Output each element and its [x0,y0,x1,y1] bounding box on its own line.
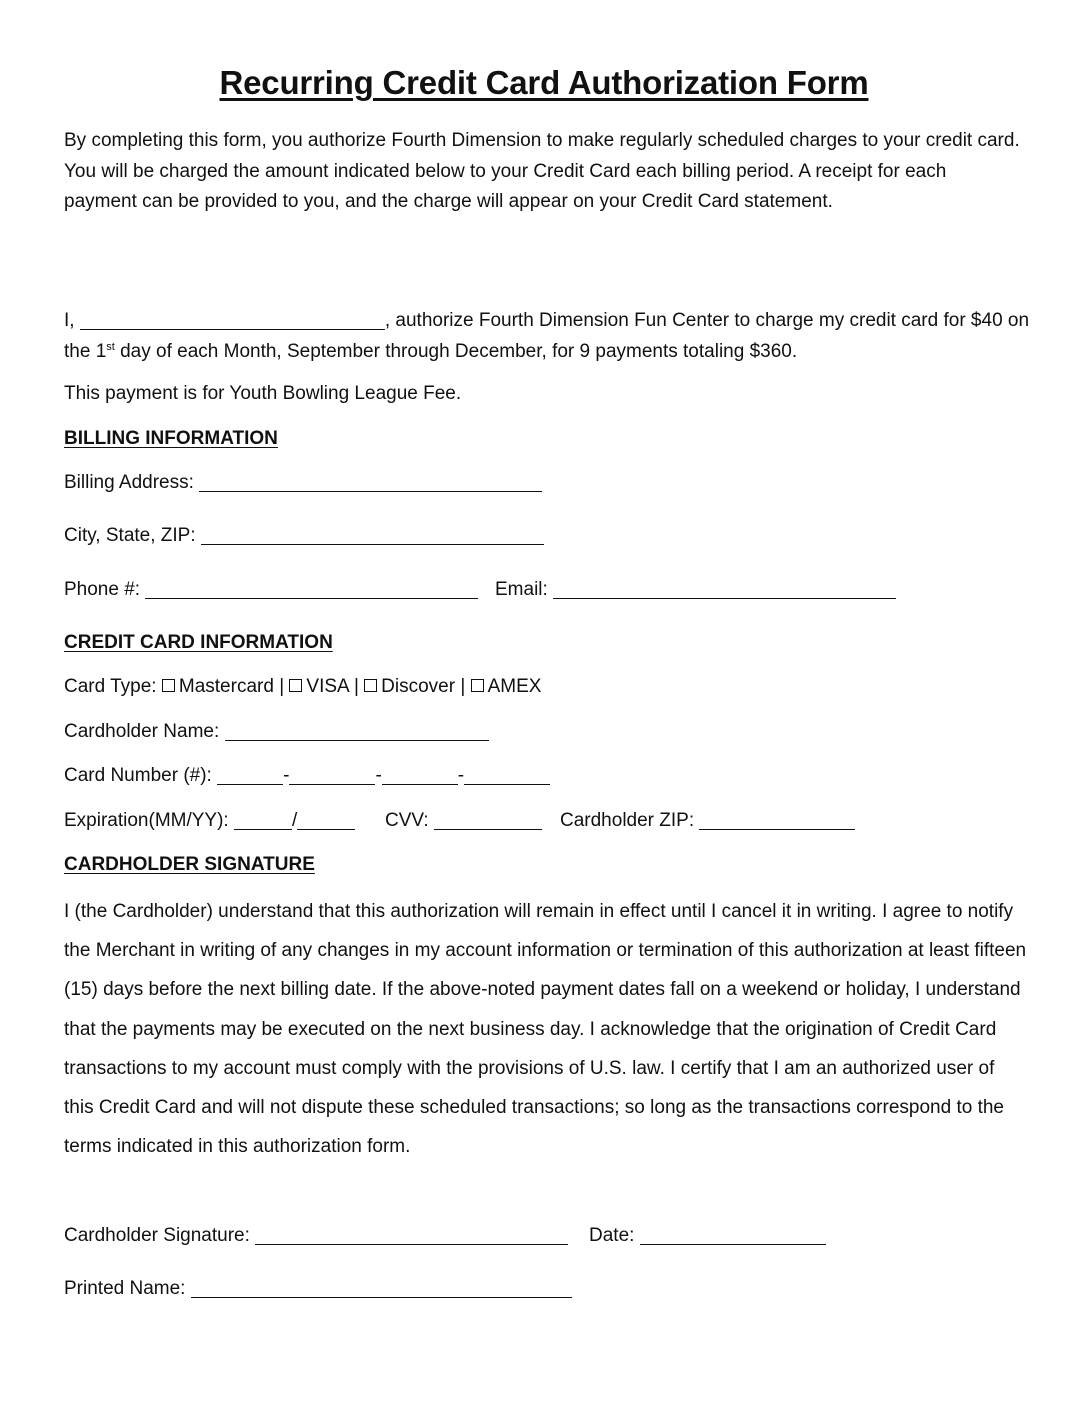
cardholder-signature-row [64,1225,568,1247]
date-row [589,1225,826,1247]
payment-purpose: This payment is for Youth Bowling League Fee. [64,383,462,404]
separator: | [353,676,359,697]
date-field[interactable] [640,1226,826,1245]
printed-name-row [64,1278,572,1300]
card-type-label: Card Type: [64,676,157,697]
slash: / [291,810,298,831]
discover-checkbox[interactable] [364,679,377,692]
separator: | [279,676,285,697]
signature-heading: CARDHOLDER SIGNATURE [64,854,315,875]
visa-label: VISA [306,676,349,697]
phone-field[interactable] [145,580,478,599]
billing-address-label: Billing Address: [64,472,194,493]
legal-paragraph: I (the Cardholder) understand that this authorization will remain in effect until I cancel it in writing. I agree to notify the Merchant in writing of any changes in my account information or termination of this authorization at least fifteen (15) days before the next billing date. If the above-noted payment dates fall on a weekend or holiday, I understand that the payments may be executed on the next business day. I acknowledge that the origination of Credit Card transactions to my account must comply with the provisions of U.S. law. I certify that I am an authorized user of this Credit Card and will not dispute these scheduled transactions; so long as the transactions correspond to the terms indicated in this authorization form. [64,901,1027,1158]
mastercard-checkbox[interactable] [162,679,175,692]
form-title: Recurring Credit Card Authorization Form [219,64,869,101]
cardholder-signature-label: Cardholder Signature: [64,1225,250,1246]
cardholder-zip-label: Cardholder ZIP: [560,810,695,831]
auth-prefix: I, [64,310,75,331]
billing-heading: BILLING INFORMATION [64,428,278,449]
amex-checkbox[interactable] [471,679,484,692]
card-number-row [64,765,550,787]
amex-label: AMEX [487,676,542,697]
visa-checkbox[interactable] [289,679,302,692]
dash: - [375,765,382,786]
cardholder-name-label: Cardholder Name: [64,721,220,742]
expiration-row [64,810,355,832]
separator: | [460,676,466,697]
printed-name-field[interactable] [191,1279,572,1298]
phone-label: Phone #: [64,579,141,600]
expiration-year-field[interactable] [297,811,355,830]
card-number-group-2[interactable] [289,766,375,785]
authorization-statement [64,306,1034,367]
card-type-row [64,676,541,698]
email-label: Email: [495,579,548,600]
cardholder-zip-field[interactable] [699,811,855,830]
cardholder-signature-field[interactable] [255,1226,568,1245]
cvv-field[interactable] [434,811,542,830]
printed-name-label: Printed Name: [64,1278,186,1299]
auth-superscript: st [106,340,115,353]
dash: - [283,765,290,786]
card-number-label: Card Number (#): [64,765,212,786]
billing-address-field[interactable] [199,473,542,492]
billing-address-row [64,472,542,494]
intro-paragraph: By completing this form, you authorize Fourth Dimension to make regularly scheduled charges to your credit card. You will be charged the amount indicated below to your Credit Card each billing period. A receipt for each payment can be provided to you, and the charge will appear on your Credit Card statement. [64,130,1020,212]
expiration-label: Expiration(MM/YY): [64,810,229,831]
cardholder-name-field[interactable] [225,722,489,741]
credit-card-heading: CREDIT CARD INFORMATION [64,632,333,653]
city-state-zip-row [64,525,544,547]
mastercard-label: Mastercard [178,676,274,697]
phone-row [64,579,478,601]
cardholder-zip-row [560,810,855,832]
cardholder-name-row [64,721,489,743]
auth-suffix: day of each Month, September through December, for 9 payments totaling $360. [114,340,798,362]
dash: - [457,765,465,786]
date-label: Date: [589,1225,635,1246]
city-state-zip-field[interactable] [201,526,544,545]
card-number-group-3[interactable] [382,766,458,785]
auth-middle: , authorize Fourth Dimension Fun Center to charge my credit card for $40 on the 1 [64,310,1030,362]
email-field[interactable] [553,580,896,599]
card-number-group-4[interactable] [464,766,550,785]
cvv-row [385,810,542,832]
email-row [495,579,896,601]
cvv-label: CVV: [385,810,429,831]
card-number-group-1[interactable] [217,766,283,785]
expiration-month-field[interactable] [234,811,292,830]
authorizer-name-field[interactable] [80,311,385,330]
discover-label: Discover [381,676,456,697]
city-state-zip-label: City, State, ZIP: [64,525,196,546]
